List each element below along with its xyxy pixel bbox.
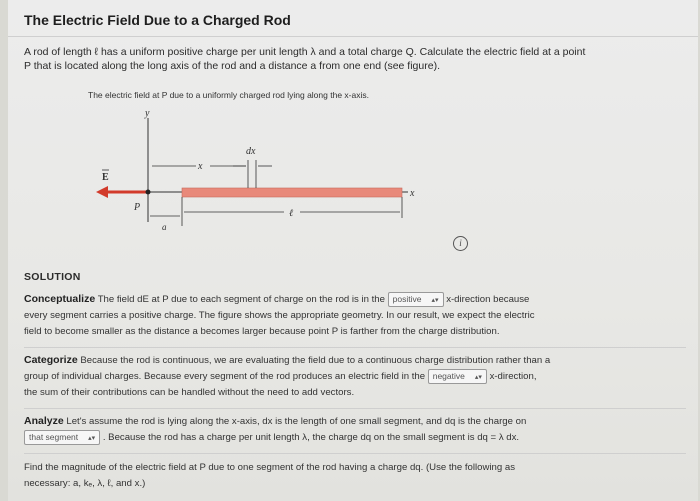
categorize-section	[24, 352, 686, 401]
find-line-1: Find the magnitude of the electric field at P due to one segment of the rod having a charge dq. (Use the following as	[24, 462, 516, 473]
charged-rod	[182, 188, 402, 197]
divider	[24, 347, 686, 348]
problem-page	[8, 0, 698, 501]
dx-label: dx	[246, 146, 256, 157]
find-line-2: necessary: a, kₑ, λ, ℓ, and x.)	[24, 478, 146, 489]
a-dist-label: a	[162, 222, 167, 232]
categorize-label: Categorize	[24, 354, 78, 366]
x-axis-label: x	[410, 188, 415, 199]
categorize-text-1: Because the rod is continuous, we are evaluating the field due to a continuous charge distribution rather than a	[80, 355, 551, 366]
analyze-text-2: . Because the rod has a charge per unit length λ, the charge dq on the small segment is dq = λ dx.	[102, 432, 520, 444]
problem-line-1: A rod of length ℓ has a uniform positive charge per unit length λ and a total charge Q. Calculate the electric field at a point	[24, 46, 586, 58]
problem-line-2: P that is located along the long axis of the rod and a distance a from one end (see figure).	[24, 60, 440, 72]
chevron-updown-icon: ▴▾	[474, 374, 482, 381]
analyze-line-2	[24, 430, 686, 446]
conceptualize-direction-select[interactable]	[388, 292, 444, 307]
analyze-label: Analyze	[24, 415, 64, 427]
page-title: The Electric Field Due to a Charged Rod	[24, 12, 291, 28]
y-axis-label: y	[145, 108, 150, 119]
categorize-select-value: negative	[432, 371, 465, 381]
solution-heading: SOLUTION	[24, 271, 81, 283]
conceptualize-line-2: every segment carries a positive charge. The figure shows the appropriate geometry. In our result, we expect the electric	[24, 310, 535, 321]
point-p	[146, 190, 151, 195]
charged-rod-figure	[78, 104, 448, 234]
find-section	[24, 460, 686, 492]
analyze-segment-select[interactable]	[24, 430, 100, 445]
conceptualize-line-3: field to become smaller as the distance a becomes larger because point P is farther from the charge distribution.	[24, 326, 500, 337]
categorize-text-a: group of individual charges. Because every segment of the rod produces an electric field in the	[24, 371, 426, 383]
conceptualize-label: Conceptualize	[24, 293, 96, 305]
categorize-direction-select[interactable]	[428, 369, 487, 384]
divider	[24, 408, 686, 409]
analyze-line-1	[24, 413, 686, 430]
e-field-arrowhead	[96, 186, 108, 198]
conceptualize-text-a: The field dE at P due to each segment of charge on the rod is in the	[97, 294, 385, 305]
problem-statement	[24, 45, 684, 73]
chevron-updown-icon: ▴▾	[88, 435, 96, 442]
info-icon[interactable]: i	[453, 236, 468, 251]
x-dist-label: x	[198, 161, 203, 172]
chevron-updown-icon: ▴▾	[431, 296, 439, 304]
conceptualize-line-1	[24, 291, 686, 308]
e-field-label: E	[102, 172, 109, 183]
conceptualize-select-value: positive	[392, 293, 422, 304]
categorize-text-b: x-direction,	[489, 371, 537, 383]
divider	[24, 453, 686, 454]
conceptualize-text-b: x-direction because	[446, 294, 530, 305]
title-bar	[8, 0, 698, 37]
point-p-label: P	[134, 202, 141, 213]
categorize-line-2	[24, 369, 686, 385]
analyze-select-value: that segment	[29, 432, 79, 442]
analyze-section	[24, 413, 686, 446]
categorize-line-3: the sum of their contributions can be handled without the need to add vectors.	[24, 387, 355, 399]
conceptualize-section	[24, 291, 686, 340]
analyze-text-1: Let's assume the rod is lying along the x-axis, dx is the length of one small segment, and dq is the charge on	[66, 416, 527, 427]
figure-caption: The electric field at P due to a uniformly charged rod lying along the x-axis.	[88, 90, 369, 100]
l-label: ℓ	[289, 208, 294, 219]
categorize-line-1	[24, 352, 686, 369]
